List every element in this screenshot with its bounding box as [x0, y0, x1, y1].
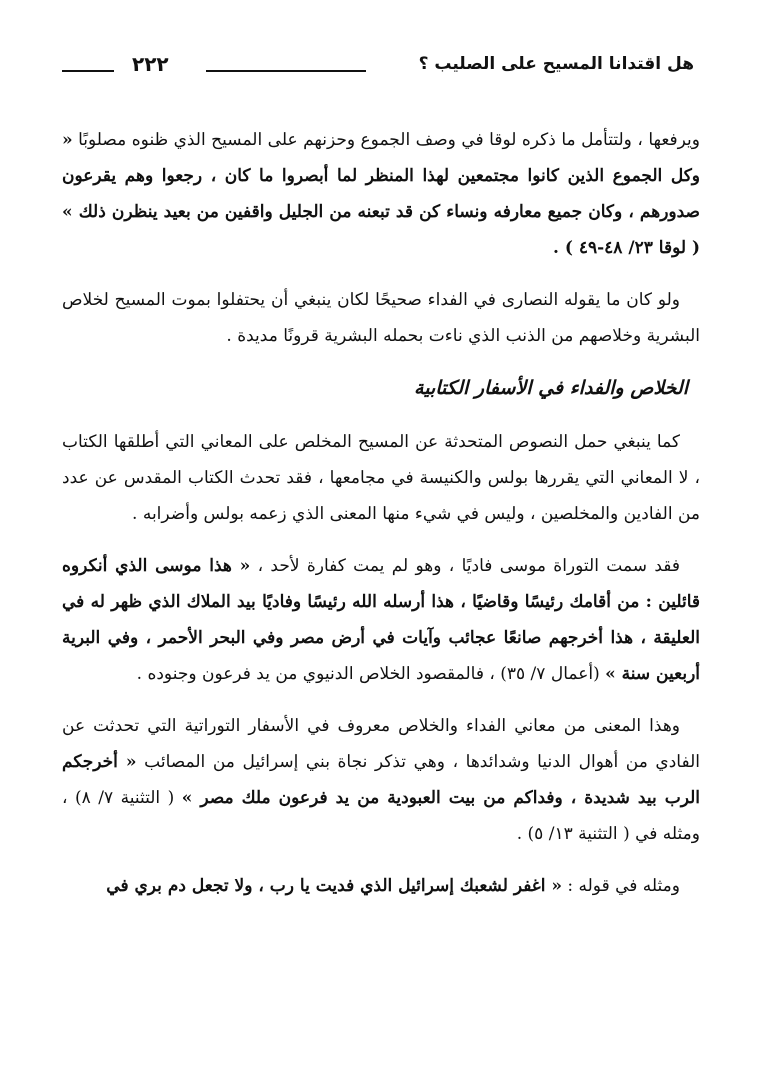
paragraph-text: (أعمال ٧/ ٣٥) ، فالمقصود الخلاص الدنيوي من يد فرعون وجنوده . [136, 664, 606, 684]
paragraph-text: ومثله في قوله : [561, 876, 680, 896]
paragraph-text: وهذا المعنى من معاني الفداء والخلاص معروف في الأسفار التوراتية التي تحدثت عن الفادي من أهوال الدنيا وشدائدها ، وهي تذكر نجاة بني إسرائيل من المصائب [62, 716, 700, 772]
paragraph-text: ويرفعها ، ولتتأمل ما ذكره لوقا في وصف الجموع وحزنهم على المسيح الذي ظنوه مصلوبًا [72, 130, 700, 150]
header-rule [206, 70, 366, 72]
running-header [62, 48, 694, 88]
paragraph [62, 548, 700, 692]
paragraph-text: فقد سمت التوراة موسى فاديًا ، وهو لم يمت كفارة لأحد ، [250, 556, 680, 576]
paragraph-text: كما ينبغي حمل النصوص المتحدثة عن المسيح المخلص على المعاني التي أطلقها الكتاب ، لا المعاني التي يقررها بولس والكنيسة في مجامعها ، فقد تحدث الكتاب المقدس عن عدد من الفادين والمخلصين ، وليس في شيء منها المعنى الذي زعمه بولس وأضرابه . [62, 432, 700, 524]
paragraph [62, 868, 700, 904]
running-title: هل اقتدانا المسيح على الصليب ؟ [418, 54, 694, 74]
paragraph [62, 708, 700, 852]
scripture-quote: « وكل الجموع الذين كانوا مجتمعين لهذا المنظر لما أبصروا ما كان ، رجعوا وهم يقرعون صدورهم ، وكان جميع معارفه ونساء كن قد تبعنه من الجليل واقفين من بعيد ينظرن ذلك » ( لوقا ٢٣/ ٤٨-٤٩ ) . [62, 130, 700, 258]
paragraph-text: ولو كان ما يقوله النصارى في الفداء صحيحًا لكان ينبغي أن يحتفلوا بموت المسيح لخلاص البشرية وخلاصهم من الذنب الذي ناءت بحمله البشرية قرونًا مديدة . [62, 290, 700, 346]
scripture-quote: « أخرجكم الرب بيد شديدة ، وفداكم من بيت العبودية من يد فرعون ملك مصر » [62, 752, 700, 808]
paragraph [62, 424, 700, 532]
scripture-quote: « اغفر لشعبك إسرائيل الذي فديت يا رب ، ولا تجعل دم بري في [106, 876, 562, 896]
page-number: ٢٢٢ [132, 52, 169, 76]
paragraph-text: ( التثنية ٧/ ٨) ، ومثله في ( التثنية ١٣/ ٥) . [62, 788, 700, 844]
paragraph [62, 122, 700, 266]
scripture-quote: « هذا موسى الذي أنكروه قائلين : من أقامك رئيسًا وقاضيًا ، هذا أرسله الله رئيسًا وفاديًا بيد الملاك الذي ظهر له في العليقة ، هذا أخرجهم صانعًا عجائب وآيات في أرض مصر وفي البحر الأحمر ، وفي البرية أربعين سنة » [62, 556, 700, 684]
header-rule [62, 70, 114, 72]
body-text [62, 122, 700, 920]
section-heading: الخلاص والفداء في الأسفار الكتابية [414, 377, 688, 399]
paragraph [62, 282, 700, 354]
